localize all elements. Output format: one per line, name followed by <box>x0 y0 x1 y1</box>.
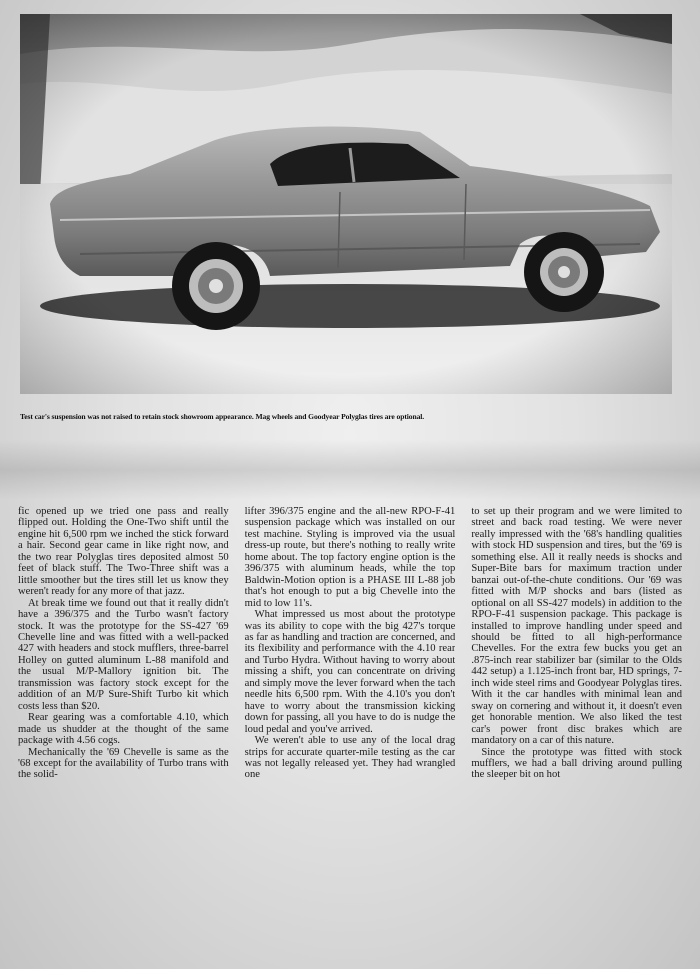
paragraph: lifter 396/375 engine and the all-new RPO-F-41 suspension package which was installed on our test machine. Styling is improved via the usual dress-up route, but there's nothing to really write home about. The top factory engine option is the 396/375 with aluminum heads, while the top Baldwin-Motion option is a PHASE III L-88 job that's hot enough to put a big Chevelle into the mid to low 11's. <box>244 506 456 609</box>
photo-caption: Test car's suspension was not raised to retain stock showroom appearance. Mag wheels and Goodyear Polyglas tires are optional. <box>20 412 425 421</box>
paragraph: We weren't able to use any of the local drag strips for accurate quarter-mile testing as the car was not legally released yet. They had wrangled one <box>244 735 456 781</box>
paragraph: Mechanically the '69 Chevelle is same as the '68 except for the availability of Turbo trans with the solid- <box>18 746 229 781</box>
car-illustration <box>20 14 672 394</box>
article-column-3 <box>471 506 682 966</box>
article-column-2 <box>245 506 456 966</box>
paragraph: fic opened up we tried one pass and really flipped out. Holding the One-Two shift until the engine hit 6,500 rpm we inched the stick forward a hair. Second gear came in like right now, and the two rear Polyglas tires deposited almost 50 feet of black stuff. The Two-Three shift was a little smoother but the tires still let us know they weren't ready for any more of that jazz. <box>18 506 229 598</box>
scan-shadow-band <box>0 440 700 500</box>
article-body <box>18 506 682 966</box>
paragraph: to set up their program and we were limited to street and back road testing. We were never really impressed with the '68's handling qualities with stock HD suspension and tires, but the '69 is something else. All it really needs is shocks and Super-Bite bars for maximum traction under banzai out-of-the-chute conditions. Our '69 was fitted with M/P shocks and bars (listed as optional on all SS-427 models) in addition to the RPO-F-41 suspension package. This package is installed to improve handling under speed and should be fitted to all high-performance Chevelles. For the extra few bucks you get an .875-inch rear stabilizer bar (similar to the Olds 442 setup) a 1.125-inch front bar, HD springs, 7-inch wide steel rims and Goodyear Polyglas tires. With it the car handles with minimal lean and sway on cornering and without it, it doesn't even get honorable mention. We also liked the test car's power front disc brakes which are mandatory on a car of this nature. <box>471 506 682 747</box>
paragraph: What impressed us most about the prototype was its ability to cope with the big 427's torque as far as handling and traction are concerned, and its flexibility and performance with the 4.10 rear and Turbo Hydra. Without having to worry about missing a shift, you can concentrate on driving and simply move the lever forward when the tach needle hits 6,500 rpm. With the 4.10's you don't have to worry about the transmission kicking down for passing, all you have to do is nudge the loud pedal and you've arrived. <box>244 609 456 735</box>
article-column-1 <box>18 506 229 966</box>
chevelle-photo <box>20 14 672 394</box>
paragraph: Since the prototype was fitted with stock mufflers, we had a ball driving around pulling the sleeper bit on hot <box>471 746 682 781</box>
paragraph: Rear gearing was a comfortable 4.10, which made us shudder at the thought of the same package with 4.56 cogs. <box>18 712 229 747</box>
paragraph: At break time we found out that it really didn't have a 396/375 and the Turbo wasn't factory stock. It was the prototype for the SS-427 '69 Chevelle line and was fitted with a well-packed 427 with headers and stock mufflers, three-barrel Holley on gutted aluminum L-88 manifold and the usual M/P-Mallory ignition bit. The transmission was factory stock except for the addition of an M/P Sure-Shift Turbo kit which costs less than $20. <box>18 597 229 712</box>
